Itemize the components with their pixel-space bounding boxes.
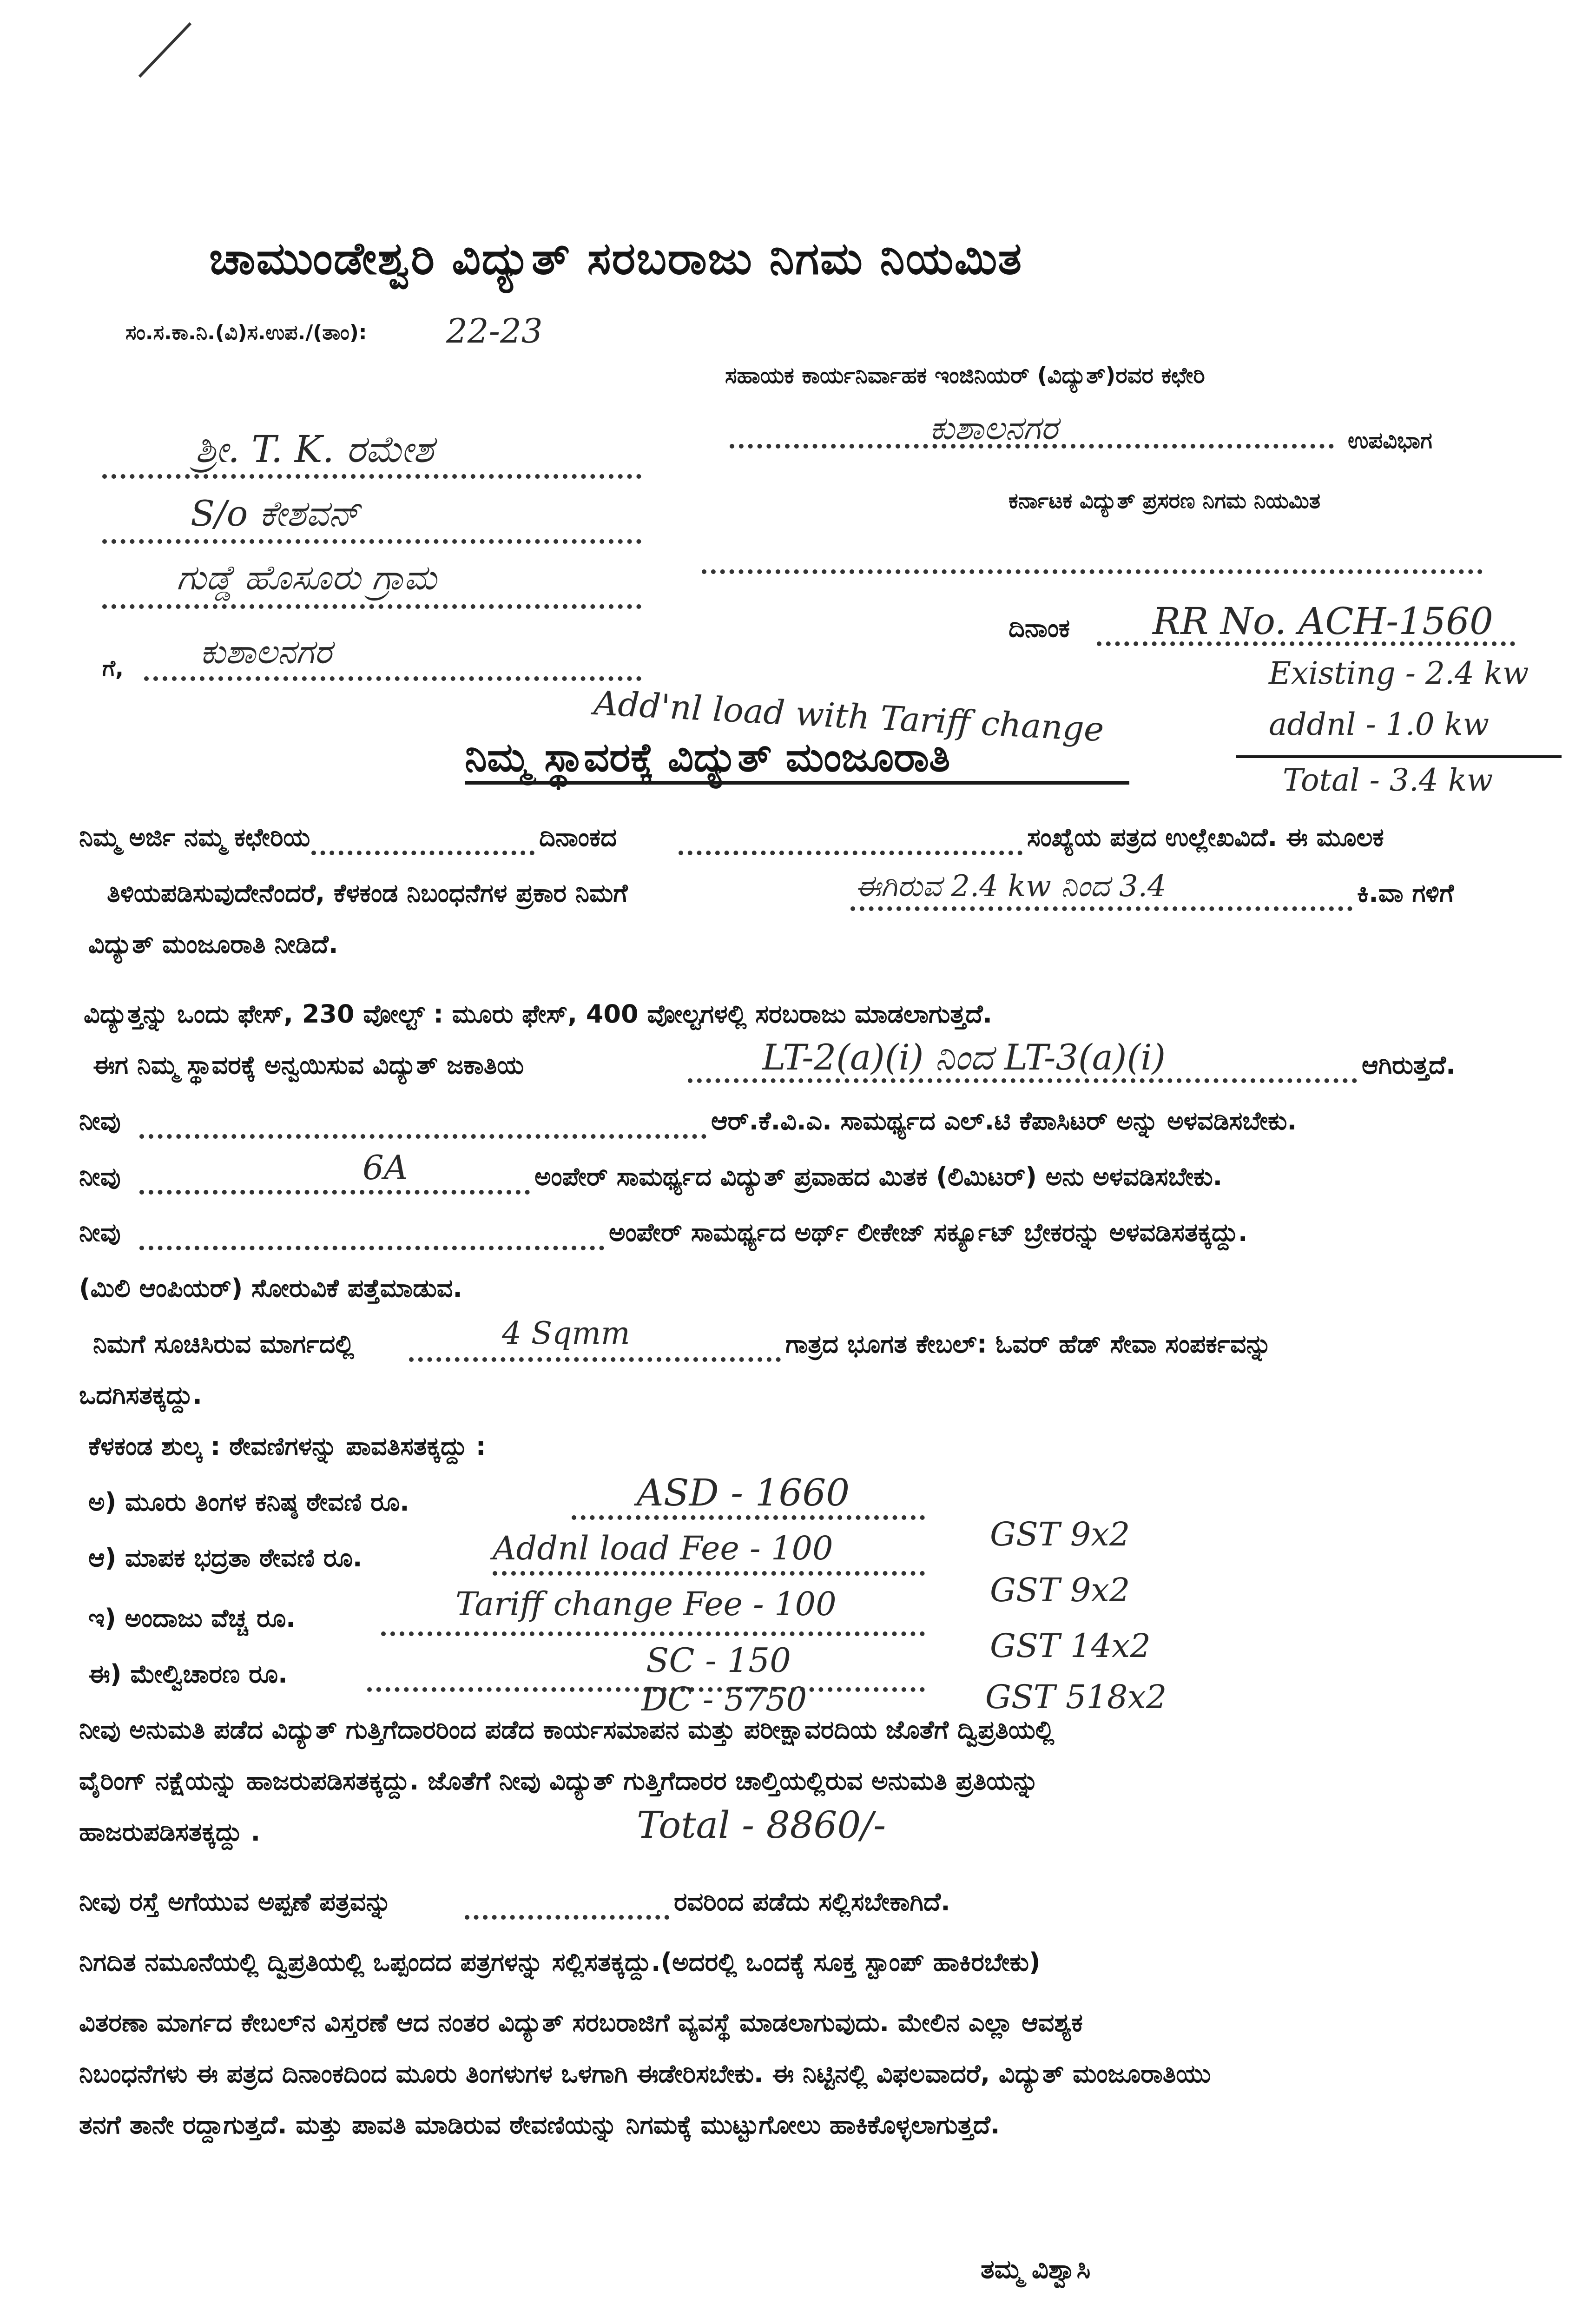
- closing-regards: ತಮ್ಮ ವಿಶ್ವಾಸಿ: [981, 2254, 1091, 2284]
- para-16b: ರವರಿಂದ ಪಡೆದು ಸಲ್ಲಿಸಬೇಕಾಗಿದೆ.: [674, 1887, 950, 1916]
- subject-title: ನಿಮ್ಮ ಸ್ಥಾವರಕ್ಕೆ ವಿದ್ಯುತ್ ಮಂಜೂರಾತಿ: [465, 734, 950, 781]
- para-15: ಹಾಜರುಪಡಿಸತಕ್ಕದ್ದು .: [79, 1817, 261, 1847]
- addressee-dots-3: [102, 604, 641, 609]
- subdivision-label: ಉಪವಿಭಾಗ: [1348, 428, 1432, 454]
- total-amount: Total - 8860/-: [637, 1803, 886, 1847]
- org-name: ಚಾಮುಂಡೇಶ್ವರಿ ವಿದ್ಯುತ್ ಸರಬರಾಜು ನಿಗಮ ನಿಯಮಿತ: [209, 232, 1023, 284]
- para-10b: ಗಾತ್ರದ ಭೂಗತ ಕೇಬಲ್: ಓವರ್ ಹೆಡ್ ಸೇವಾ ಸಂಪರ್ಕವನ್ನು: [785, 1329, 1272, 1359]
- ptcl-line: ಕರ್ನಾಟಕ ವಿದ್ಯುತ್ ಪ್ರಸರಣ ನಿಗಮ ನಿಯಮಿತ: [1009, 488, 1321, 513]
- para-1a: ನಿಮ್ಮ ಅರ್ಜಿ ನಮ್ಮ ಕಛೇರಿಯ: [79, 823, 310, 852]
- reference-label: ಸಂ.ಸ.ಕಾ.ನಿ.(ವಿ)ಸ.ಉಪ./(ತಾಂ):: [125, 321, 367, 344]
- date-dots: [1097, 641, 1515, 646]
- para-1c: ಸಂಖ್ಯೆಯ ಪತ್ರದ ಉಲ್ಲೇಖವಿದೆ. ಈ ಮೂಲಕ: [1027, 823, 1384, 852]
- fee-supervision-label: ಈ) ಮೇಲ್ವಿಚಾರಣ ರೂ.: [88, 1659, 288, 1689]
- para-1-dots-b: [679, 851, 1022, 855]
- para-5-dots: [688, 1078, 1357, 1083]
- para-8b: ಅಂಪೇರ್ ಸಾಮರ್ಥ್ಯದ ಅರ್ಥ್ ಲೀಕೇಜ್ ಸರ್ಕ್ಯೂಟ್ ಬ್ರೇಕರನ್ನು ಅಳವಡಿಸತಕ್ಕದ್ದು.: [609, 1218, 1248, 1247]
- para-8-dots: [139, 1246, 604, 1250]
- fee-meter-label: ಆ) ಮಾಪಕ ಭದ್ರತಾ ಠೇವಣಿ ರೂ.: [88, 1543, 363, 1572]
- para-13: ನೀವು ಅನುಮತಿ ಪಡೆದ ವಿದ್ಯುತ್ ಗುತ್ತಿಗೆದಾರರಿಂದ ಪಡೆದ ಕಾರ್ಯಸಮಾಪನ ಮತ್ತು ಪರೀಕ್ಷಾವರದಿಯ ಜೊತೆಗೆ ದ್ವಿಪ್ರತಿಯಲ್ಲಿ: [79, 1715, 1055, 1744]
- para-14: ವೈರಿಂಗ್ ನಕ್ಷೆಯನ್ನು ಹಾಜರುಪಡಿಸತಕ್ಕದ್ದು. ಜೊತೆಗೆ ನೀವು ವಿದ್ಯುತ್ ಗುತ್ತಿಗೆದಾರರ ಚಾಲ್ತಿಯಲ್ಲಿರುವ ಅನುಮತಿ ಪ್ರತಿಯನ್ನು: [79, 1766, 1039, 1796]
- para-19: ನಿಬಂಧನೆಗಳು ಈ ಪತ್ರದ ದಿನಾಂಕದಿಂದ ಮೂರು ತಿಂಗಳುಗಳ ಒಳಗಾಗಿ ಈಡೇರಿಸಬೇಕು. ಈ ನಿಟ್ಟಿನಲ್ಲಿ ವಿಫಲವಾದರೆ, ವಿದ್ಯುತ್ ಮಂಜೂರಾತಿಯು: [79, 2059, 1211, 2088]
- fee-sc-gst: GST 14x2: [990, 1627, 1151, 1665]
- fee-addnl-load: Addnl load Fee - 100: [493, 1529, 833, 1567]
- para-16-dots: [465, 1915, 669, 1920]
- para-7a: ನೀವು: [79, 1162, 121, 1191]
- para-3: ವಿದ್ಯುತ್ ಮಂಜೂರಾತಿ ನೀಡಿದೆ.: [88, 930, 338, 959]
- para-7b: ಅಂಪೇರ್ ಸಾಮರ್ಥ್ಯದ ವಿದ್ಯುತ್ ಪ್ರವಾಹದ ಮಿತಕ (ಲಿಮಿಟರ್) ಅನು ಅಳವಡಿಸಬೇಕು.: [534, 1162, 1223, 1191]
- para-4: ವಿದ್ಯುತ್ತನ್ನು ಒಂದು ಫೇಸ್, 230 ವೋಲ್ಟ್ : ಮೂರು ಫೇಸ್, 400 ವೋಲ್ಟಗಳಲ್ಲಿ ಸರಬರಾಜು ಮಾಡಲಾಗುತ್ತದೆ.: [84, 999, 993, 1029]
- fee-tariff-change: Tariff change Fee - 100: [455, 1585, 837, 1623]
- para-7-dots: [139, 1190, 530, 1195]
- para-11: ಒದಗಿಸತಕ್ಕದ್ದು.: [79, 1380, 202, 1410]
- addressee-dots-1: [102, 474, 641, 479]
- fee-estimate-dots: [381, 1631, 925, 1636]
- fee-tariff-gst: GST 9x2: [990, 1571, 1130, 1609]
- ptcl-dots: [702, 569, 1483, 574]
- fee-dc: DC - 5750: [641, 1680, 807, 1718]
- office-title: ಸಹಾಯಕ ಕಾರ್ಯನಿರ್ವಾಹಕ ಇಂಜಿನಿಯರ್ (ವಿದ್ಯುತ್)ರವರ ಕಛೇರಿ: [725, 363, 1205, 389]
- para-6a: ನೀವು: [79, 1106, 121, 1136]
- addressee-line-3: ಗುಡ್ಡೆ ಹೊಸೂರು ಗ್ರಾಮ: [177, 558, 437, 598]
- subject-note: Add'nl load with Tariff change: [593, 683, 1105, 749]
- fee-estimate-label: ಇ) ಅಂದಾಜು ವೆಚ್ಚ ರೂ.: [88, 1604, 296, 1633]
- para-9: (ಮಿಲಿ ಆಂಪಿಯರ್) ಸೋರುವಿಕೆ ಪತ್ತೆಮಾಡುವ.: [79, 1274, 462, 1303]
- para-10-dots: [409, 1357, 781, 1362]
- tariff-change: LT-2(a)(i) ನಿಂದ LT-3(a)(i): [762, 1037, 1166, 1078]
- para-2-handwritten: ಈಗಿರುವ 2.4 kw ನಿಂದ 3.4: [855, 869, 1167, 904]
- fee-sc: SC - 150: [646, 1641, 791, 1680]
- cable-size: 4 Sqmm: [502, 1315, 630, 1351]
- para-16a: ನೀವು ರಸ್ತೆ ಅಗೆಯುವ ಅಪ್ಪಣೆ ಪತ್ರವನ್ನು: [79, 1887, 392, 1916]
- para-20: ತನಗೆ ತಾನೇ ರದ್ದಾಗುತ್ತದೆ. ಮತ್ತು ಪಾವತಿ ಮಾಡಿರುವ ಠೇವಣಿಯನ್ನು ನಿಗಮಕ್ಕೆ ಮುಟ್ಟುಗೋಲು ಹಾಕಿಕೊಳ್ಳಲಾಗುತ್ತದೆ.: [79, 2110, 1000, 2139]
- reference-value: 22-23: [446, 311, 543, 350]
- limiter-rating: 6A: [363, 1148, 408, 1187]
- subdivision-dots: [730, 444, 1334, 449]
- addressee-dots-4: [144, 676, 641, 681]
- load-additional: addnl - 1.0 kw: [1269, 706, 1490, 742]
- para-2a: ತಿಳಿಯಪಡಿಸುವುದೇನೆಂದರೆ, ಕೆಳಕಂಡ ನಿಬಂಧನೆಗಳ ಪ್ರಕಾರ ನಿಮಗೆ: [107, 878, 628, 908]
- fee-meter-dots: [493, 1571, 925, 1576]
- corner-pen-mark: [135, 19, 200, 84]
- fee-asd-dots: [572, 1515, 925, 1520]
- date-label: ದಿನಾಂಕ: [1009, 614, 1070, 643]
- fee-dc-gst: GST 518x2: [985, 1678, 1167, 1716]
- para-8a: ನೀವು: [79, 1218, 121, 1247]
- fee-addnl-gst: GST 9x2: [990, 1515, 1130, 1553]
- para-5b: ಆಗಿರುತ್ತದೆ.: [1362, 1050, 1456, 1080]
- subdivision-value: ಕುಶಾಲನಗರ: [929, 409, 1058, 447]
- subject-underline: [465, 781, 1129, 785]
- para-1-dots-a: [311, 851, 534, 855]
- addressee-line-4: ಕುಶಾಲನಗರ: [200, 632, 332, 671]
- para-1b: ದಿನಾಂಕದ: [539, 823, 617, 852]
- para-12: ಕೆಳಕಂಡ ಶುಲ್ಕ : ಠೇವಣಿಗಳನ್ನು ಪಾವತಿಸತಕ್ಕದ್ದು :: [88, 1432, 486, 1461]
- load-total: Total - 3.4 kw: [1283, 762, 1493, 798]
- rr-number: RR No. ACH-1560: [1153, 600, 1493, 643]
- fee-asd-value: ASD - 1660: [637, 1471, 850, 1514]
- addressee-prefix: ಗೆ,: [102, 655, 124, 681]
- load-existing: Existing - 2.4 kw: [1269, 655, 1529, 691]
- para-6b: ಆರ್.ಕೆ.ವಿ.ಎ. ಸಾಮರ್ಥ್ಯದ ಎಲ್.ಟಿ ಕೆಪಾಸಿಟರ್ ಅನ್ನು ಅಳವಡಿಸಬೇಕು.: [711, 1106, 1297, 1136]
- para-5a: ಈಗ ನಿಮ್ಮ ಸ್ಥಾವರಕ್ಕೆ ಅನ್ವಯಿಸುವ ವಿದ್ಯುತ್ ಜಕಾತಿಯ: [93, 1050, 524, 1080]
- para-6-dots: [139, 1134, 706, 1139]
- para-2-dots: [850, 906, 1352, 911]
- addressee-dots-2: [102, 539, 641, 544]
- fee-asd-label: ಅ) ಮೂರು ತಿಂಗಳ ಕನಿಷ್ಠ ಠೇವಣಿ ರೂ.: [88, 1487, 409, 1517]
- addressee-line-2: S/o ಕೇಶವನ್: [191, 493, 360, 534]
- para-2b: ಕಿ.ವಾ ಗಳಿಗೆ: [1357, 878, 1454, 908]
- para-17: ನಿಗದಿತ ನಮೂನೆಯಲ್ಲಿ ದ್ವಿಪ್ರತಿಯಲ್ಲಿ ಒಪ್ಪಂದದ ಪತ್ರಗಳನ್ನು ಸಲ್ಲಿಸತಕ್ಕದ್ದು.(ಅದರಲ್ಲಿ ಒಂದಕ್ಕೆ ಸೂಕ್ತ ಸ್ಟಾಂಪ್ ಹಾಕಿರಬೇಕು): [79, 1948, 1041, 1977]
- load-sum-line: [1236, 755, 1562, 758]
- addressee-line-1: ಶ್ರೀ. T. K. ರಮೇಶ: [195, 428, 434, 471]
- para-10a: ನಿಮಗೆ ಸೂಚಿಸಿರುವ ಮಾರ್ಗದಲ್ಲಿ: [93, 1329, 355, 1359]
- para-18: ವಿತರಣಾ ಮಾರ್ಗದ ಕೇಬಲ್‌ನ ವಿಸ್ತರಣೆ ಆದ ನಂತರ ವಿದ್ಯುತ್ ಸರಬರಾಜಿಗೆ ವ್ಯವಸ್ಥೆ ಮಾಡಲಾಗುವುದು. ಮೇಲಿನ ಎಲ್ಲಾ ಆವಶ್ಯಕ: [79, 2008, 1083, 2037]
